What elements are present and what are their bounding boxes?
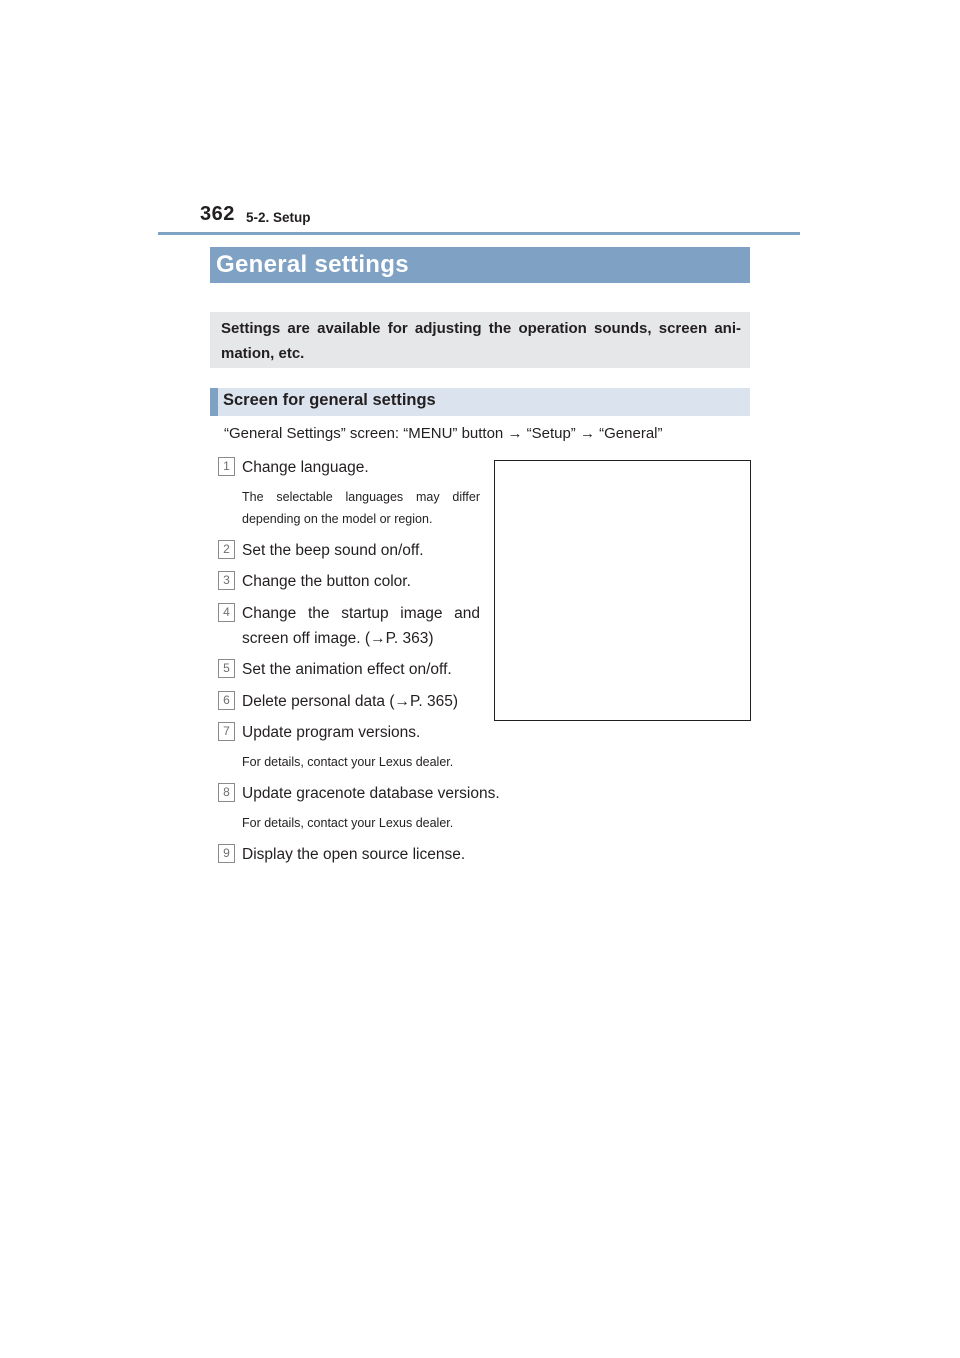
item-text: Update program versions. — [242, 724, 421, 741]
item-text: Change the button color. — [242, 573, 411, 590]
subheading: Screen for general settings — [223, 391, 436, 409]
item-text: Change language. — [242, 459, 369, 476]
item-text: Change the startup image and screen off image. (→P. 363) — [242, 605, 480, 647]
title-bar — [210, 247, 750, 283]
header-rule — [158, 232, 800, 235]
menu-path: “General Settings” screen: “MENU” button → “Setup” → “General” — [224, 425, 663, 442]
item-note: The selectable languages may differ depending on the model or region. — [242, 490, 480, 526]
item-number: 9 — [218, 844, 235, 863]
item-number: 5 — [218, 659, 235, 678]
intro-text: Settings are available for adjusting the operation sounds, screen ani-mation, etc. — [221, 320, 741, 362]
page-title: General settings — [216, 251, 409, 278]
page-number: 362 — [200, 203, 235, 225]
subheading-bar — [210, 388, 750, 416]
item-number: 2 — [218, 540, 235, 559]
item-note: For details, contact your Lexus dealer. — [242, 755, 454, 769]
item-number: 7 — [218, 722, 235, 741]
item-text: Set the animation effect on/off. — [242, 661, 452, 678]
screen-image-frame — [494, 460, 751, 721]
section-label: 5-2. Setup — [246, 210, 311, 225]
item-text: Update gracenote database versions. — [242, 785, 500, 802]
intro-box — [210, 312, 750, 368]
item-number: 8 — [218, 783, 235, 802]
item-number: 3 — [218, 571, 235, 590]
item-text: Display the open source license. — [242, 846, 466, 863]
item-number: 1 — [218, 457, 235, 476]
item-number: 4 — [218, 603, 235, 622]
item-text: Delete personal data (→P. 365) — [242, 693, 458, 710]
item-text: Set the beep sound on/off. — [242, 542, 424, 559]
item-note: For details, contact your Lexus dealer. — [242, 816, 454, 830]
subheading-accent — [210, 388, 218, 416]
item-number: 6 — [218, 691, 235, 710]
